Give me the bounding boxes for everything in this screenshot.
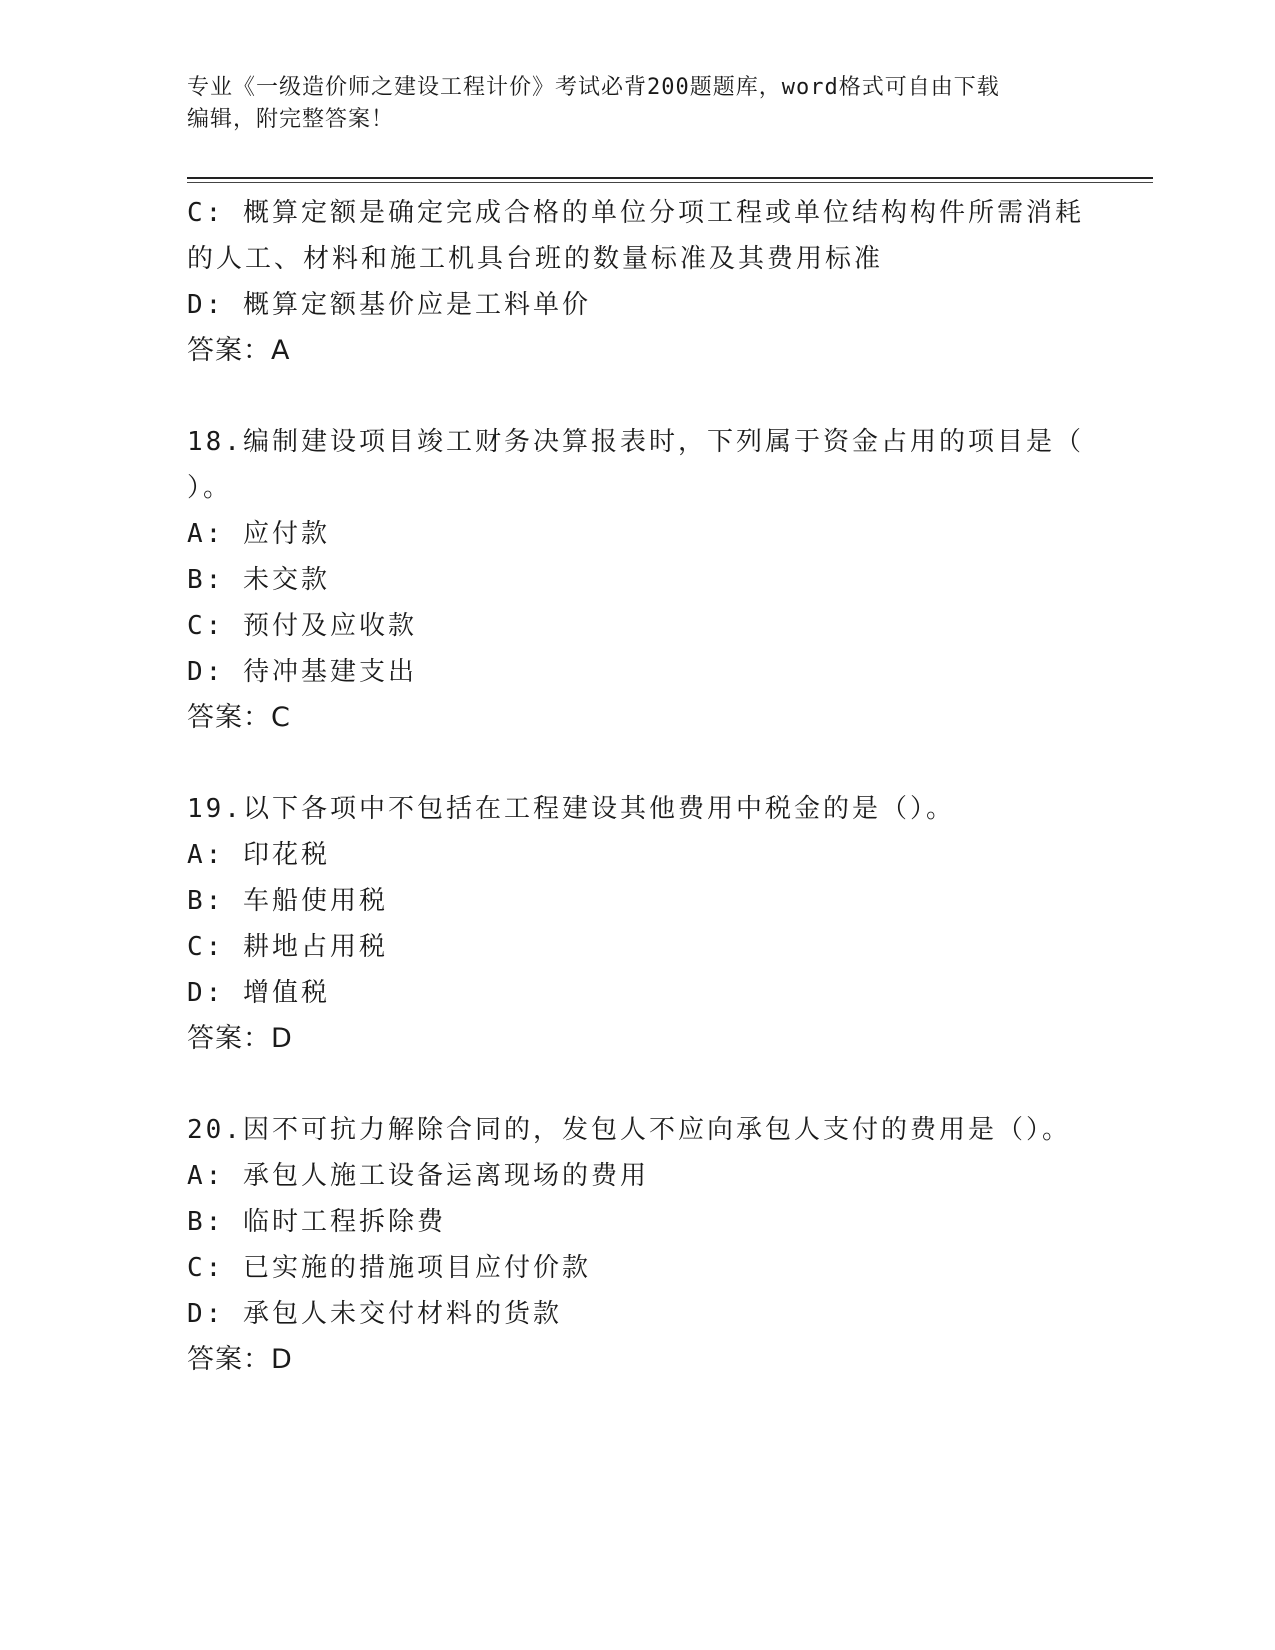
header-divider-thin <box>187 182 1153 183</box>
option-b: B: 车船使用税 <box>187 886 388 916</box>
answer-18: 答案：C <box>187 702 291 733</box>
header-line-2: 编辑，附完整答案！ <box>187 107 395 132</box>
answer-20: 答案：D <box>187 1344 293 1375</box>
question-18 <box>187 419 1087 741</box>
option-c: C: 已实施的措施项目应付价款 <box>187 1253 591 1283</box>
answer-19: 答案：D <box>187 1023 293 1054</box>
option-c-line-2: 的人工、材料和施工机具台班的数量标准及其费用标准 <box>187 244 884 274</box>
option-d: D: 增值税 <box>187 978 330 1008</box>
answer-17: 答案：A <box>187 335 291 366</box>
question-17-continuation <box>187 190 1087 374</box>
question-19 <box>187 786 1087 1062</box>
header-line-1: 专业《一级造价师之建设工程计价》考试必背200题题库，word格式可自由下载 <box>187 75 1000 100</box>
document-header <box>187 72 1087 136</box>
question-stem: 20.因不可抗力解除合同的，发包人不应向承包人支付的费用是（）。 <box>187 1115 1071 1145</box>
option-c-line-1: C: 概算定额是确定完成合格的单位分项工程或单位结构构件所需消耗 <box>187 198 1084 228</box>
option-a: A: 印花税 <box>187 840 330 870</box>
question-stem-line-2: ）。 <box>187 473 233 503</box>
option-b: B: 临时工程拆除费 <box>187 1207 446 1237</box>
question-content <box>187 190 1087 1383</box>
option-c: C: 预付及应收款 <box>187 611 417 641</box>
question-20 <box>187 1107 1087 1383</box>
question-stem-line-1: 18.编制建设项目竣工财务决算报表时，下列属于资金占用的项目是（ <box>187 427 1084 457</box>
option-b: B: 未交款 <box>187 565 330 595</box>
option-c: C: 耕地占用税 <box>187 932 388 962</box>
question-stem: 19.以下各项中不包括在工程建设其他费用中税金的是（）。 <box>187 794 955 824</box>
option-a: A: 承包人施工设备运离现场的费用 <box>187 1161 649 1191</box>
option-d: D: 概算定额基价应是工料单价 <box>187 290 591 320</box>
header-divider-thick <box>187 177 1153 179</box>
option-d: D: 承包人未交付材料的货款 <box>187 1299 562 1329</box>
option-d: D: 待冲基建支出 <box>187 657 417 687</box>
option-a: A: 应付款 <box>187 519 330 549</box>
